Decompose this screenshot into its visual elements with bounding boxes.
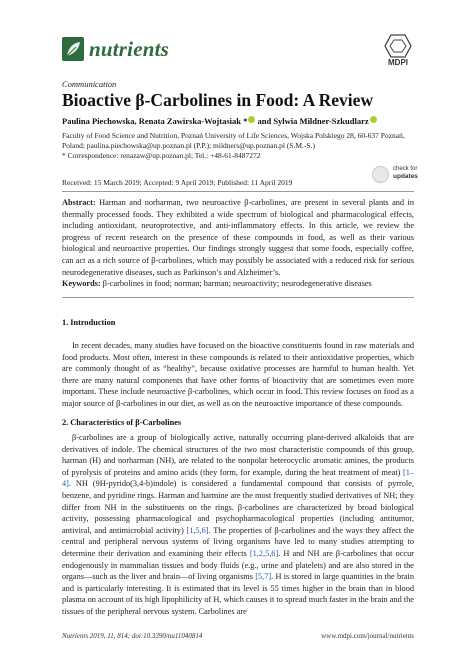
section-title-introduction: 1. Introduction [62, 318, 116, 327]
section-characteristics-body [62, 432, 414, 618]
affiliations [62, 131, 422, 161]
affiliation-line: Poland; paulina.piechowska@up.poznan.pl (P.P.); mildners@up.poznan.pl (S.M.-S.) [62, 141, 315, 150]
correspondence: * Correspondence: renazaw@up.poznan.pl; Tel.: +48-61-8487272 [62, 151, 261, 160]
paragraph: β-carbolines are a group of biologically active, naturally occurring plant-derived alkaloids that are derivatives of indole. The chemical structures of the two most characteristic compounds of this group, harman (H) and norharman (NH), are related to the nonpolar heterocyclic aromatic amines, the products of pyrolysis of proteins and amino acids (they form, for example, during the heat treatment of meat) [1–4]. NH (9H-pyrido(3,4-b)indole) is considered a fundamental compound that consists of pyrrole, benzene, and pyridine rings. Harman and harmine are the most frequently studied derivatives of NH; they differ from NH in the substituents on the rings. β-carbolines are characterized by broad biological activity, possessing pharmacological and psychopharmacological properties (including antitumor, antiviral, and antimicrobial activity) [1,5,6]. The properties of β-carbolines and the ways they affect the central and peripheral nervous systems of living organisms have led to many studies attempting to determine their derivation and examining their effects [1,2,5,6]. H and NH are β-carbolines that occur endogenously in mammalian tissues and body fluids (e.g., urine and platelets) and are also stored in the organs—such as the liver and brain—of living organisms [5,7]. H is stored in large quantities in the brain and is particularly interesting. It is estimated that its level is 55 times higher in the brain than in blood plasma on account of its high lipophilicity of H, which causes it to spread much faster in the brain and the tissues of the peripheral nervous system. Carbolines are [62, 433, 415, 616]
keywords-label: Keywords: [62, 279, 101, 288]
nutrients-logo-icon [62, 37, 84, 61]
citation-link[interactable]: [5,7] [255, 572, 272, 582]
keywords [62, 278, 414, 290]
check-updates-text: check for updates [393, 166, 418, 180]
journal-name[interactable]: nutrients [89, 37, 170, 61]
author-list [62, 116, 377, 126]
article-title: Bioactive β-Carbolines in Food: A Review [62, 90, 374, 110]
divider [62, 297, 414, 298]
section-title-characteristics: 2. Characteristics of β-Carbolines [62, 418, 182, 427]
section-introduction-body [62, 340, 414, 410]
mdpi-hexagon-icon[interactable] [384, 34, 412, 58]
publication-dates: Received: 15 March 2019; Accepted: 9 April 2019; Published: 11 April 2019 [62, 178, 293, 187]
keywords-text: β-carbolines in food; norman; harman; neuroactivity; neurodegenerative diseases [102, 279, 372, 288]
abstract-text: Harman and norharman, two neuroactive β-carbolines, are present in several plants and in thermally processed foods. They exhibited a wide spectrum of biological and pharmacological effects, including antioxidant, neuroprotective, and anti-inflammatory effects. In this article, we review the progress of recent research on the presence of these compounds in food, as well as their various biological and neuroactive properties. Our findings strongly suggest that some foods, especially coffee, can act as a rich source of β-carbolines, which may possibly be associated with a reduced risk for serious neurodegenerative diseases, such as Parkinson’s and Alzheimer’s. [62, 198, 414, 277]
divider [62, 191, 414, 192]
article-type: Communication [62, 79, 117, 89]
citation-footer: Nutrients 2019, 11, 814; doi:10.3390/nu11040814 [62, 632, 203, 640]
journal-url[interactable]: www.mdpi.com/journal/nutrients [321, 632, 414, 640]
citation-link[interactable]: [1,5,6] [186, 525, 209, 535]
author-3[interactable]: and Sylwia Mildner-Szkudlarz [257, 116, 369, 126]
author-1[interactable]: Paulina Piechowska, [62, 116, 137, 126]
citation-link[interactable]: [1,2,5,6] [249, 548, 279, 558]
publisher-name: MDPI [388, 58, 408, 67]
paragraph: In recent decades, many studies have focused on the bioactive constituents found in raw materials and food products. Most often, interest in these compounds is related to their antioxidative properties, which are commonly thought of as “healthy”, because oxidative processes are harmful to human health. Yet there are many natural components that have other forms of bioactivity that are sometimes even more important. These include neuroactive β-carbolines, which occur in food. This review focuses on food as a major source of β-carbolines in our diet, as well as on the neuroactive importance of these compounds. [62, 341, 414, 408]
citation-link[interactable]: [1–4] [62, 467, 414, 489]
check-for-updates-icon [372, 166, 389, 183]
abstract [62, 197, 414, 278]
author-2[interactable]: Renata Zawirska-Wojtasiak * [138, 116, 248, 126]
check-for-updates-badge[interactable] [372, 165, 432, 185]
abstract-label: Abstract: [62, 198, 96, 207]
orcid-icon[interactable] [248, 116, 255, 123]
orcid-icon[interactable] [370, 116, 377, 123]
affiliation-line: Faculty of Food Science and Nutrition, Poznań University of Life Sciences, Wojska Polskiego 28, 60-637 Poznań, [62, 131, 405, 140]
